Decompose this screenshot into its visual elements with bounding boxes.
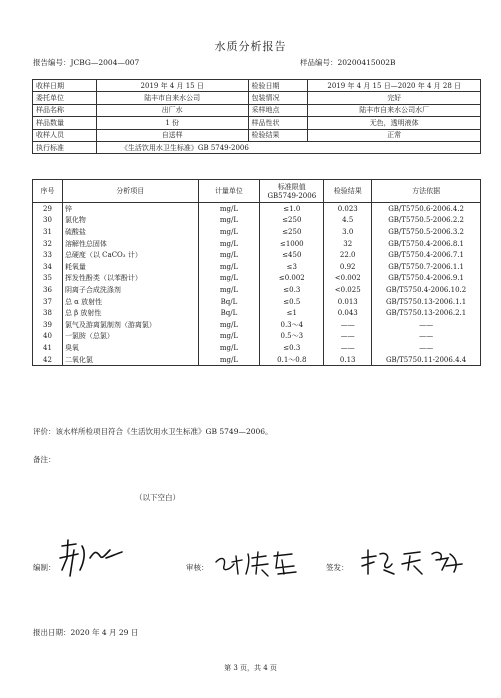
row-item: 氯化物 bbox=[62, 215, 198, 227]
row-limit: 0.1～0.8 bbox=[260, 354, 324, 366]
row-limit: ≤3 bbox=[260, 261, 324, 273]
row-seq: 38 bbox=[33, 307, 63, 319]
report-number-label: 报告编号： bbox=[33, 58, 71, 67]
row-seq: 32 bbox=[33, 238, 63, 250]
table-row bbox=[33, 331, 481, 343]
col-item: 分析项目 bbox=[62, 180, 198, 203]
row-method: —— bbox=[372, 342, 481, 354]
person-label: 收样人员 bbox=[33, 129, 97, 141]
person: 自送样 bbox=[96, 129, 248, 141]
row-result: —— bbox=[324, 331, 372, 343]
table-row bbox=[33, 284, 481, 296]
row-unit: mg/L bbox=[198, 319, 260, 331]
signer-label: 签发： bbox=[326, 563, 349, 572]
row-result: 0.13 bbox=[324, 354, 372, 366]
table-row bbox=[33, 261, 481, 273]
col-result: 检验结果 bbox=[324, 180, 372, 203]
row-seq: 39 bbox=[33, 319, 63, 331]
table-row bbox=[33, 203, 481, 215]
col-seq: 序号 bbox=[33, 180, 63, 203]
qty: 1 份 bbox=[96, 117, 248, 129]
sample-name-label: 样品名称 bbox=[33, 104, 97, 116]
row-limit: ≤0.5 bbox=[260, 296, 324, 308]
table-row bbox=[33, 215, 481, 227]
row-method: —— bbox=[372, 331, 481, 343]
row-limit: ≤0.002 bbox=[260, 273, 324, 285]
row-unit: mg/L bbox=[198, 226, 260, 238]
standard: 《生活饮用水卫生标准》GB 5749-2006 bbox=[96, 141, 480, 153]
row-method: —— bbox=[372, 319, 481, 331]
col-method: 方法依据 bbox=[372, 180, 481, 203]
package: 完好 bbox=[308, 92, 481, 104]
row-limit: ≤0.3 bbox=[260, 284, 324, 296]
result-label: 检验结果 bbox=[248, 129, 308, 141]
row-unit: mg/L bbox=[198, 354, 260, 366]
row-seq: 37 bbox=[33, 296, 63, 308]
row-result: 0.92 bbox=[324, 261, 372, 273]
row-result: 22.0 bbox=[324, 249, 372, 261]
location: 陆丰市自来水公司水厂 bbox=[308, 104, 481, 116]
row-limit: ≤450 bbox=[260, 249, 324, 261]
row-item: 总 β 放射性 bbox=[62, 307, 198, 319]
sample-number-label: 样品编号： bbox=[300, 58, 338, 67]
row-method: GB/T5750.11-2006.4.4 bbox=[372, 354, 481, 366]
row-item: 耗氧量 bbox=[62, 261, 198, 273]
row-method: GB/T5750.13-2006.1.1 bbox=[372, 296, 481, 308]
standard-label: 执行标准 bbox=[33, 141, 97, 153]
row-method: GB/T5750.5-2006.3.2 bbox=[372, 226, 481, 238]
row-limit: ≤1.0 bbox=[260, 203, 324, 215]
col-limit-line1: 标准限值 bbox=[277, 183, 306, 191]
sample-name: 出厂水 bbox=[96, 104, 248, 116]
row-method: GB/T5750.13-2006.2.1 bbox=[372, 307, 481, 319]
row-limit: ≤0.3 bbox=[260, 342, 324, 354]
row-unit: mg/L bbox=[198, 203, 260, 215]
row-item: 氯气及游离氯制剂（游离氯） bbox=[62, 319, 198, 331]
location-label: 采样地点 bbox=[248, 104, 308, 116]
qty-label: 样品数量 bbox=[33, 117, 97, 129]
row-result: —— bbox=[324, 342, 372, 354]
page-footer: 第 3 页，共 4 页 bbox=[224, 664, 277, 672]
compiler-signature bbox=[56, 536, 126, 578]
row-item: 硫酸盐 bbox=[62, 226, 198, 238]
table-row bbox=[33, 273, 481, 285]
test-date-label: 检验日期 bbox=[248, 80, 308, 92]
row-unit: mg/L bbox=[198, 249, 260, 261]
table-row bbox=[33, 226, 481, 238]
client-label: 委托单位 bbox=[33, 92, 97, 104]
package-label: 包装情况 bbox=[248, 92, 308, 104]
table-row bbox=[33, 319, 481, 331]
row-item: 溶解性总固体 bbox=[62, 238, 198, 250]
reviewer-signature bbox=[212, 548, 302, 578]
row-item: 总 α 放射性 bbox=[62, 296, 198, 308]
receive-date-label: 收样日期 bbox=[33, 80, 97, 92]
row-method: GB/T5750.4-2006.8.1 bbox=[372, 238, 481, 250]
row-seq: 34 bbox=[33, 261, 63, 273]
row-item: 总硬度（以 CaCO₃ 计） bbox=[62, 249, 198, 261]
row-unit: mg/L bbox=[198, 284, 260, 296]
reviewer-label: 审核： bbox=[186, 563, 209, 572]
row-item: 挥发性酚类（以苯酚计） bbox=[62, 273, 198, 285]
table-row bbox=[33, 307, 481, 319]
result: 正常 bbox=[308, 129, 481, 141]
row-item: 阴离子合成洗涤剂 bbox=[62, 284, 198, 296]
trait: 无色，透明液体 bbox=[308, 117, 481, 129]
row-unit: Bq/L bbox=[198, 307, 260, 319]
row-unit: mg/L bbox=[198, 331, 260, 343]
row-result: 32 bbox=[324, 238, 372, 250]
row-seq: 29 bbox=[33, 203, 63, 215]
report-number bbox=[33, 57, 139, 68]
row-result: 0.043 bbox=[324, 307, 372, 319]
row-limit: ≤1000 bbox=[260, 238, 324, 250]
table-row bbox=[33, 342, 481, 354]
row-seq: 35 bbox=[33, 273, 63, 285]
row-item: 二氧化氯 bbox=[62, 354, 198, 366]
trait-label: 样品性状 bbox=[248, 117, 308, 129]
row-method: GB/T5750.5-2006.2.2 bbox=[372, 215, 481, 227]
row-seq: 33 bbox=[33, 249, 63, 261]
row-unit: mg/L bbox=[198, 215, 260, 227]
table-row bbox=[33, 296, 481, 308]
row-limit: ≤1 bbox=[260, 307, 324, 319]
report-title: 水质分析报告 bbox=[214, 40, 287, 53]
test-date: 2019 年 4 月 15 日—2020 年 4 月 28 日 bbox=[308, 80, 481, 92]
row-unit: mg/L bbox=[198, 238, 260, 250]
remark-label: 备注： bbox=[33, 455, 56, 464]
row-result: 4.5 bbox=[324, 215, 372, 227]
table-row bbox=[33, 249, 481, 261]
row-unit: mg/L bbox=[198, 261, 260, 273]
row-unit: Bq/L bbox=[198, 296, 260, 308]
row-seq: 42 bbox=[33, 354, 63, 366]
sample-number bbox=[300, 57, 396, 68]
sample-info-table bbox=[32, 79, 481, 154]
report-number-value: JCBG—2004—007 bbox=[70, 58, 140, 67]
table-row bbox=[33, 238, 481, 250]
row-limit: 0.5～3 bbox=[260, 331, 324, 343]
row-seq: 30 bbox=[33, 215, 63, 227]
row-seq: 41 bbox=[33, 342, 63, 354]
row-item: 锌 bbox=[62, 203, 198, 215]
row-limit: ≤250 bbox=[260, 226, 324, 238]
signer-signature bbox=[358, 546, 468, 578]
row-result: <0.002 bbox=[324, 273, 372, 285]
col-limit-line2: GB5749-2006 bbox=[267, 192, 317, 200]
compiler-label: 编制： bbox=[33, 563, 56, 572]
row-method: GB/T5750.6-2006.4.2 bbox=[372, 203, 481, 215]
sample-number-value: 20200415002B bbox=[337, 58, 396, 67]
evaluation: 评价：该水样所检项目符合《生活饮用水卫生标准》GB 5749—2006。 bbox=[33, 427, 273, 436]
analysis-table bbox=[32, 179, 481, 366]
row-method: GB/T5750.4-2006.10.2 bbox=[372, 284, 481, 296]
row-method: GB/T5750.4-2006.7.1 bbox=[372, 249, 481, 261]
row-method: GB/T5750.4-2006.9.1 bbox=[372, 273, 481, 285]
row-seq: 36 bbox=[33, 284, 63, 296]
table-row bbox=[33, 354, 481, 366]
col-unit: 计量单位 bbox=[198, 180, 260, 203]
receive-date: 2019 年 4 月 15 日 bbox=[96, 80, 248, 92]
row-method: GB/T5750.7-2006.1.1 bbox=[372, 261, 481, 273]
row-limit: ≤250 bbox=[260, 215, 324, 227]
row-limit: 0.3～4 bbox=[260, 319, 324, 331]
row-unit: mg/L bbox=[198, 342, 260, 354]
row-item: 臭氧 bbox=[62, 342, 198, 354]
row-result: 3.0 bbox=[324, 226, 372, 238]
row-seq: 40 bbox=[33, 331, 63, 343]
client: 陆丰市自来水公司 bbox=[96, 92, 248, 104]
col-limit bbox=[260, 180, 324, 203]
row-unit: mg/L bbox=[198, 273, 260, 285]
row-result: —— bbox=[324, 319, 372, 331]
row-result: 0.023 bbox=[324, 203, 372, 215]
row-result: 0.013 bbox=[324, 296, 372, 308]
row-result: <0.025 bbox=[324, 284, 372, 296]
row-seq: 31 bbox=[33, 226, 63, 238]
report-date: 报出日期：2020 年 4 月 29 日 bbox=[33, 628, 139, 637]
blank-note: （以下空白） bbox=[135, 493, 180, 502]
row-item: 一氯胺（总氯） bbox=[62, 331, 198, 343]
